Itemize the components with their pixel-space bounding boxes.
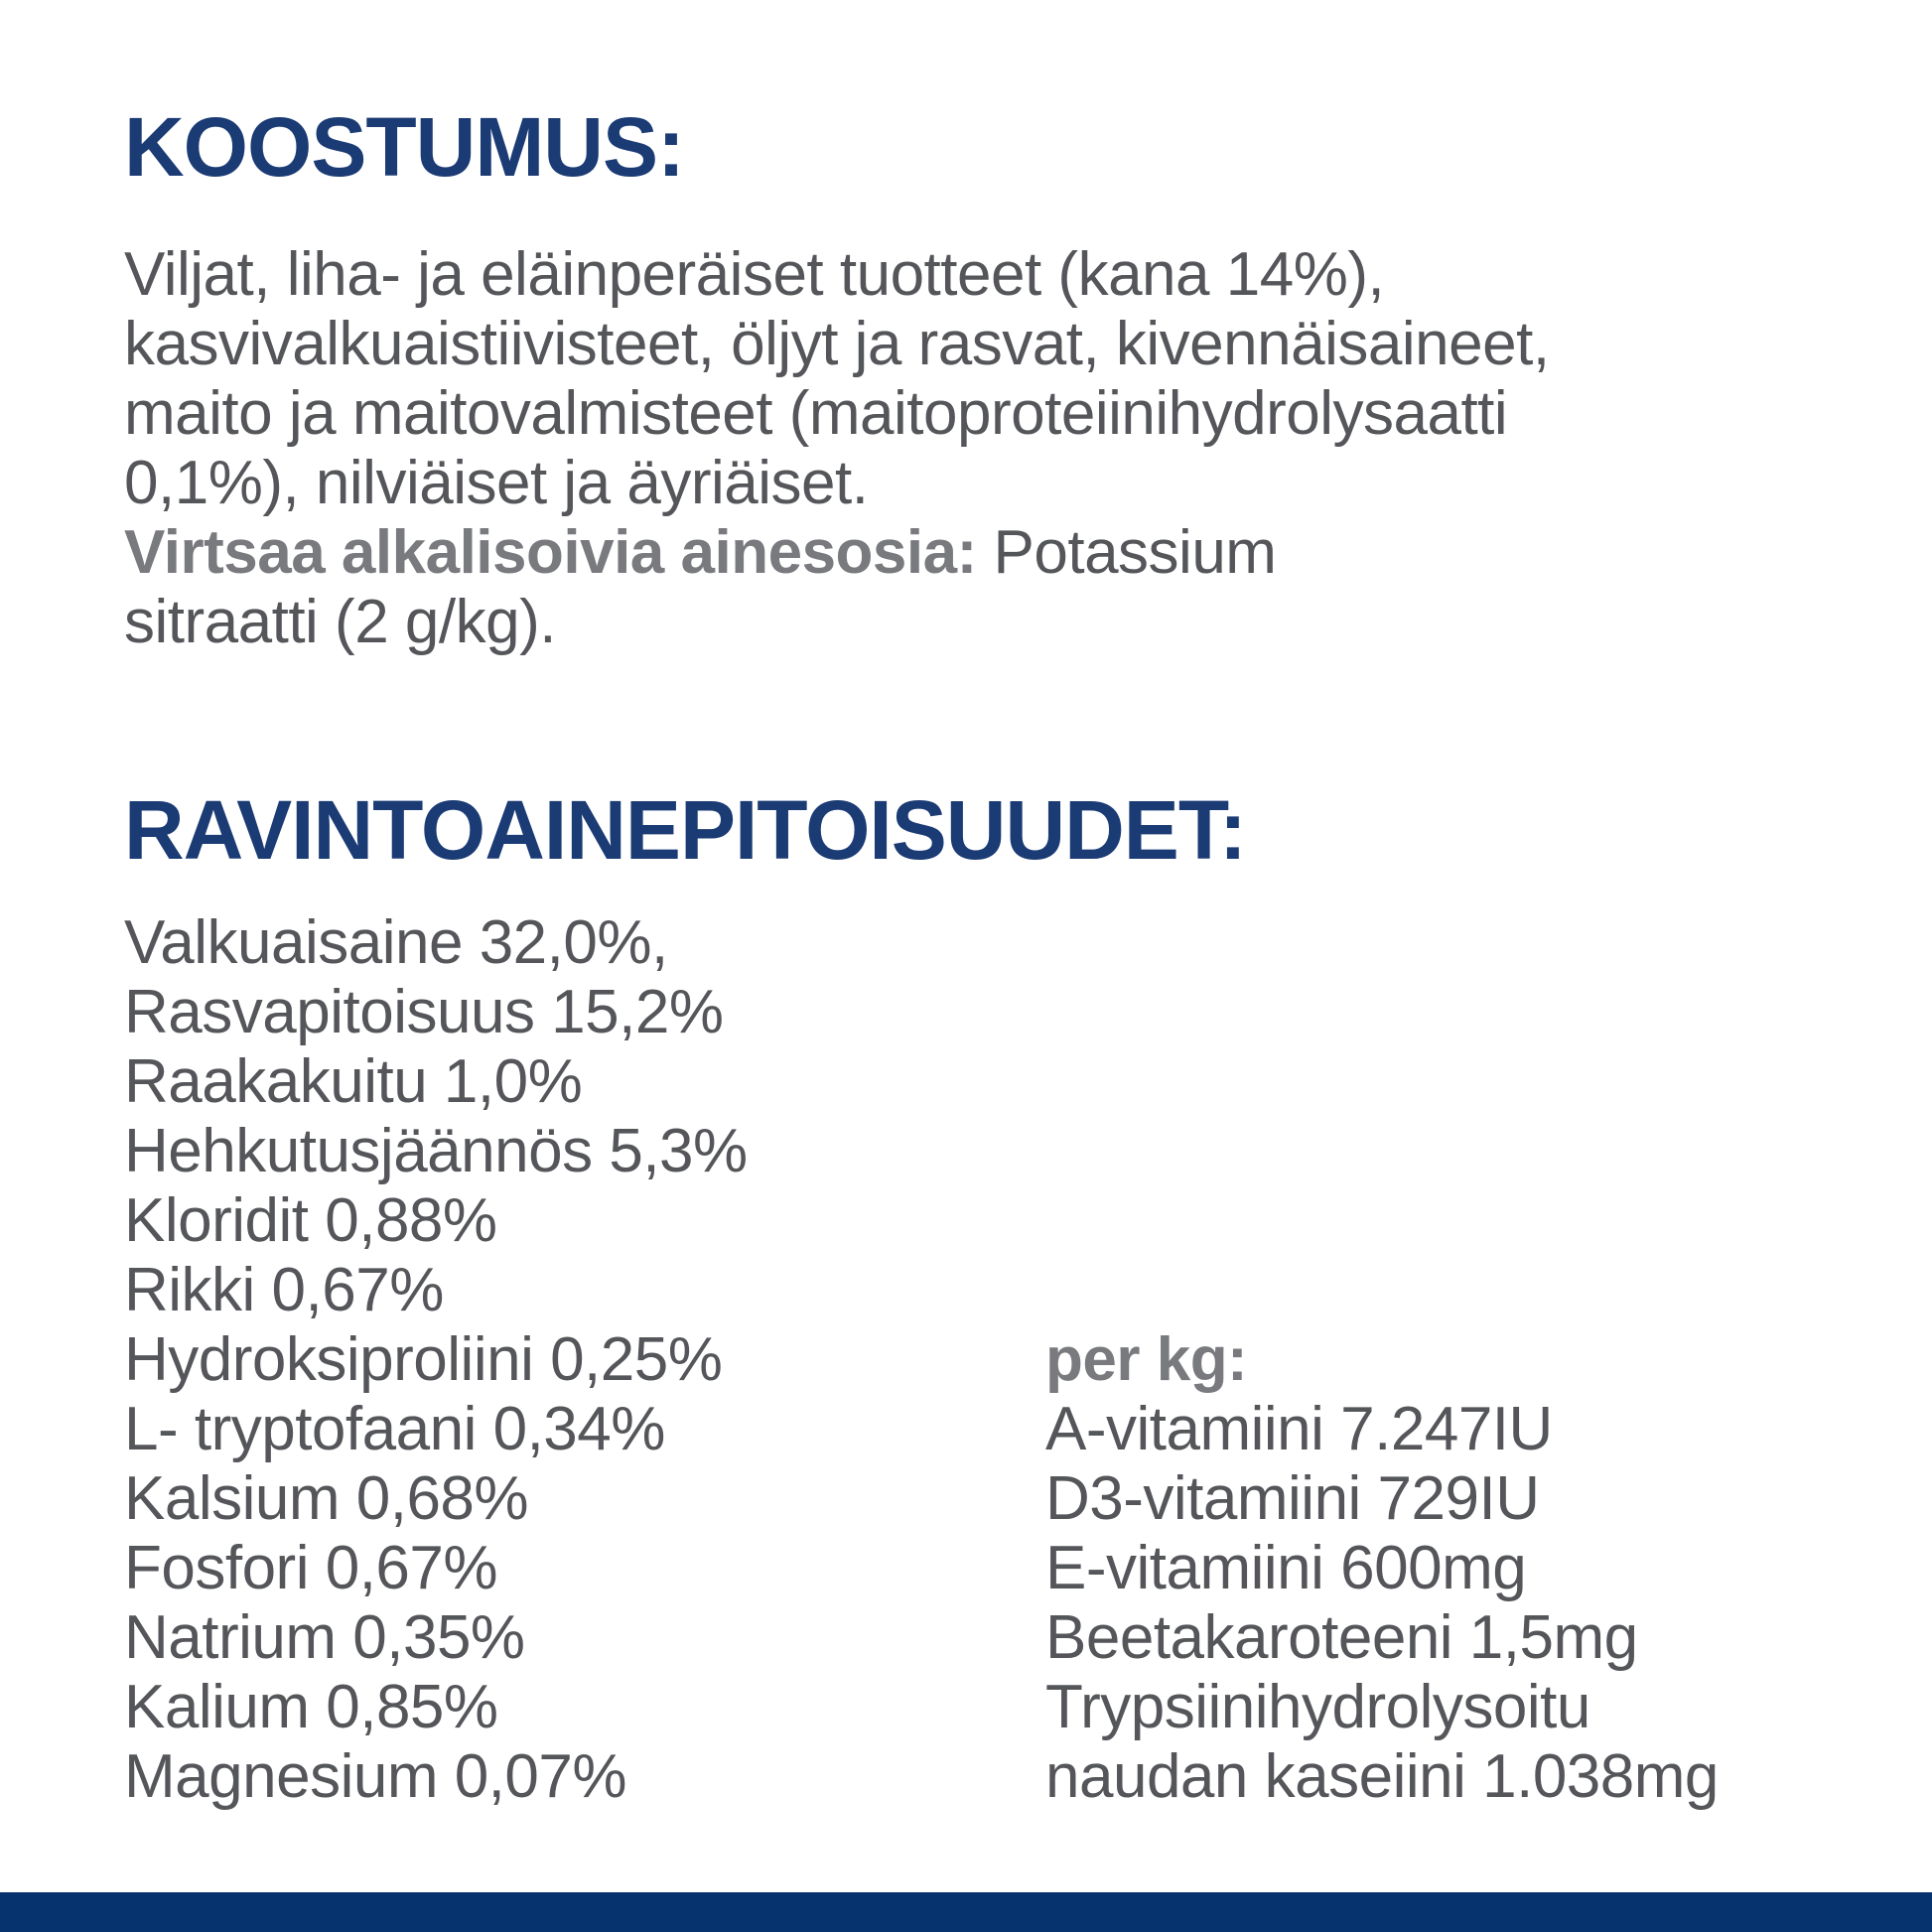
per-kg-line: Beetakaroteeni 1,5mg [1045,1603,1638,1672]
per-kg-line: Trypsiinihydrolysoitu [1045,1673,1590,1741]
analyte-line: Kloridit 0,88% [124,1186,497,1255]
analyte-line: Raakakuitu 1,0% [124,1047,583,1116]
analyte-line: L- tryptofaani 0,34% [124,1395,665,1463]
per-kg-line: D3-vitamiini 729IU [1045,1464,1540,1533]
per-kg-line: A-vitamiini 7.247IU [1045,1395,1553,1463]
ingredient-line: kasvivalkuaistiivisteet, öljyt ja rasvat, kivennäisaineet, [124,310,1550,378]
urinary-alkalizing-value-line2: sitraatti (2 g/kg). [124,588,556,656]
analyte-line: Natrium 0,35% [124,1603,525,1672]
per-kg-list [1045,1395,1719,1812]
ingredient-line: 0,1%), nilviäiset ja äyriäiset. [124,449,869,517]
per-kg-line: E-vitamiini 600mg [1045,1534,1527,1602]
analyte-line: Rasvapitoisuus 15,2% [124,978,724,1046]
urinary-alkalizing-label: Virtsaa alkalisoivia ainesosia: [124,518,977,587]
analyte-line: Hehkutusjäännös 5,3% [124,1117,748,1185]
per-kg-block [1045,1325,1719,1812]
composition-section-heading: KOOSTUMUS: [124,100,684,194]
analyte-line: Valkuaisaine 32,0%, [124,908,668,977]
composition-ingredient-lines [124,240,1550,518]
analyte-list [124,908,748,1812]
analyte-line: Hydroksiproliini 0,25% [124,1325,723,1394]
footer-accent-bar [0,1892,1932,1932]
analyte-line: Kalsium 0,68% [124,1464,529,1533]
ingredient-line: maito ja maitovalmisteet (maitoproteiinihydrolysaatti [124,379,1508,448]
analyte-line: Rikki 0,67% [124,1256,444,1324]
per-kg-label: per kg: [1045,1325,1248,1394]
analyte-line: Kalium 0,85% [124,1673,498,1741]
per-kg-line: naudan kaseiini 1.038mg [1045,1742,1719,1811]
urinary-alkalizing-line [124,518,1550,588]
nutrients-section-heading: RAVINTOAINEPITOISUUDET: [124,783,1246,877]
ingredient-line: Viljat, liha- ja eläinperäiset tuotteet (kana 14%), [124,240,1385,309]
analyte-line: Magnesium 0,07% [124,1742,626,1811]
composition-paragraph [124,240,1550,657]
analyte-line: Fosfori 0,67% [124,1534,498,1602]
urinary-alkalizing-value: Potassium [976,518,1277,587]
